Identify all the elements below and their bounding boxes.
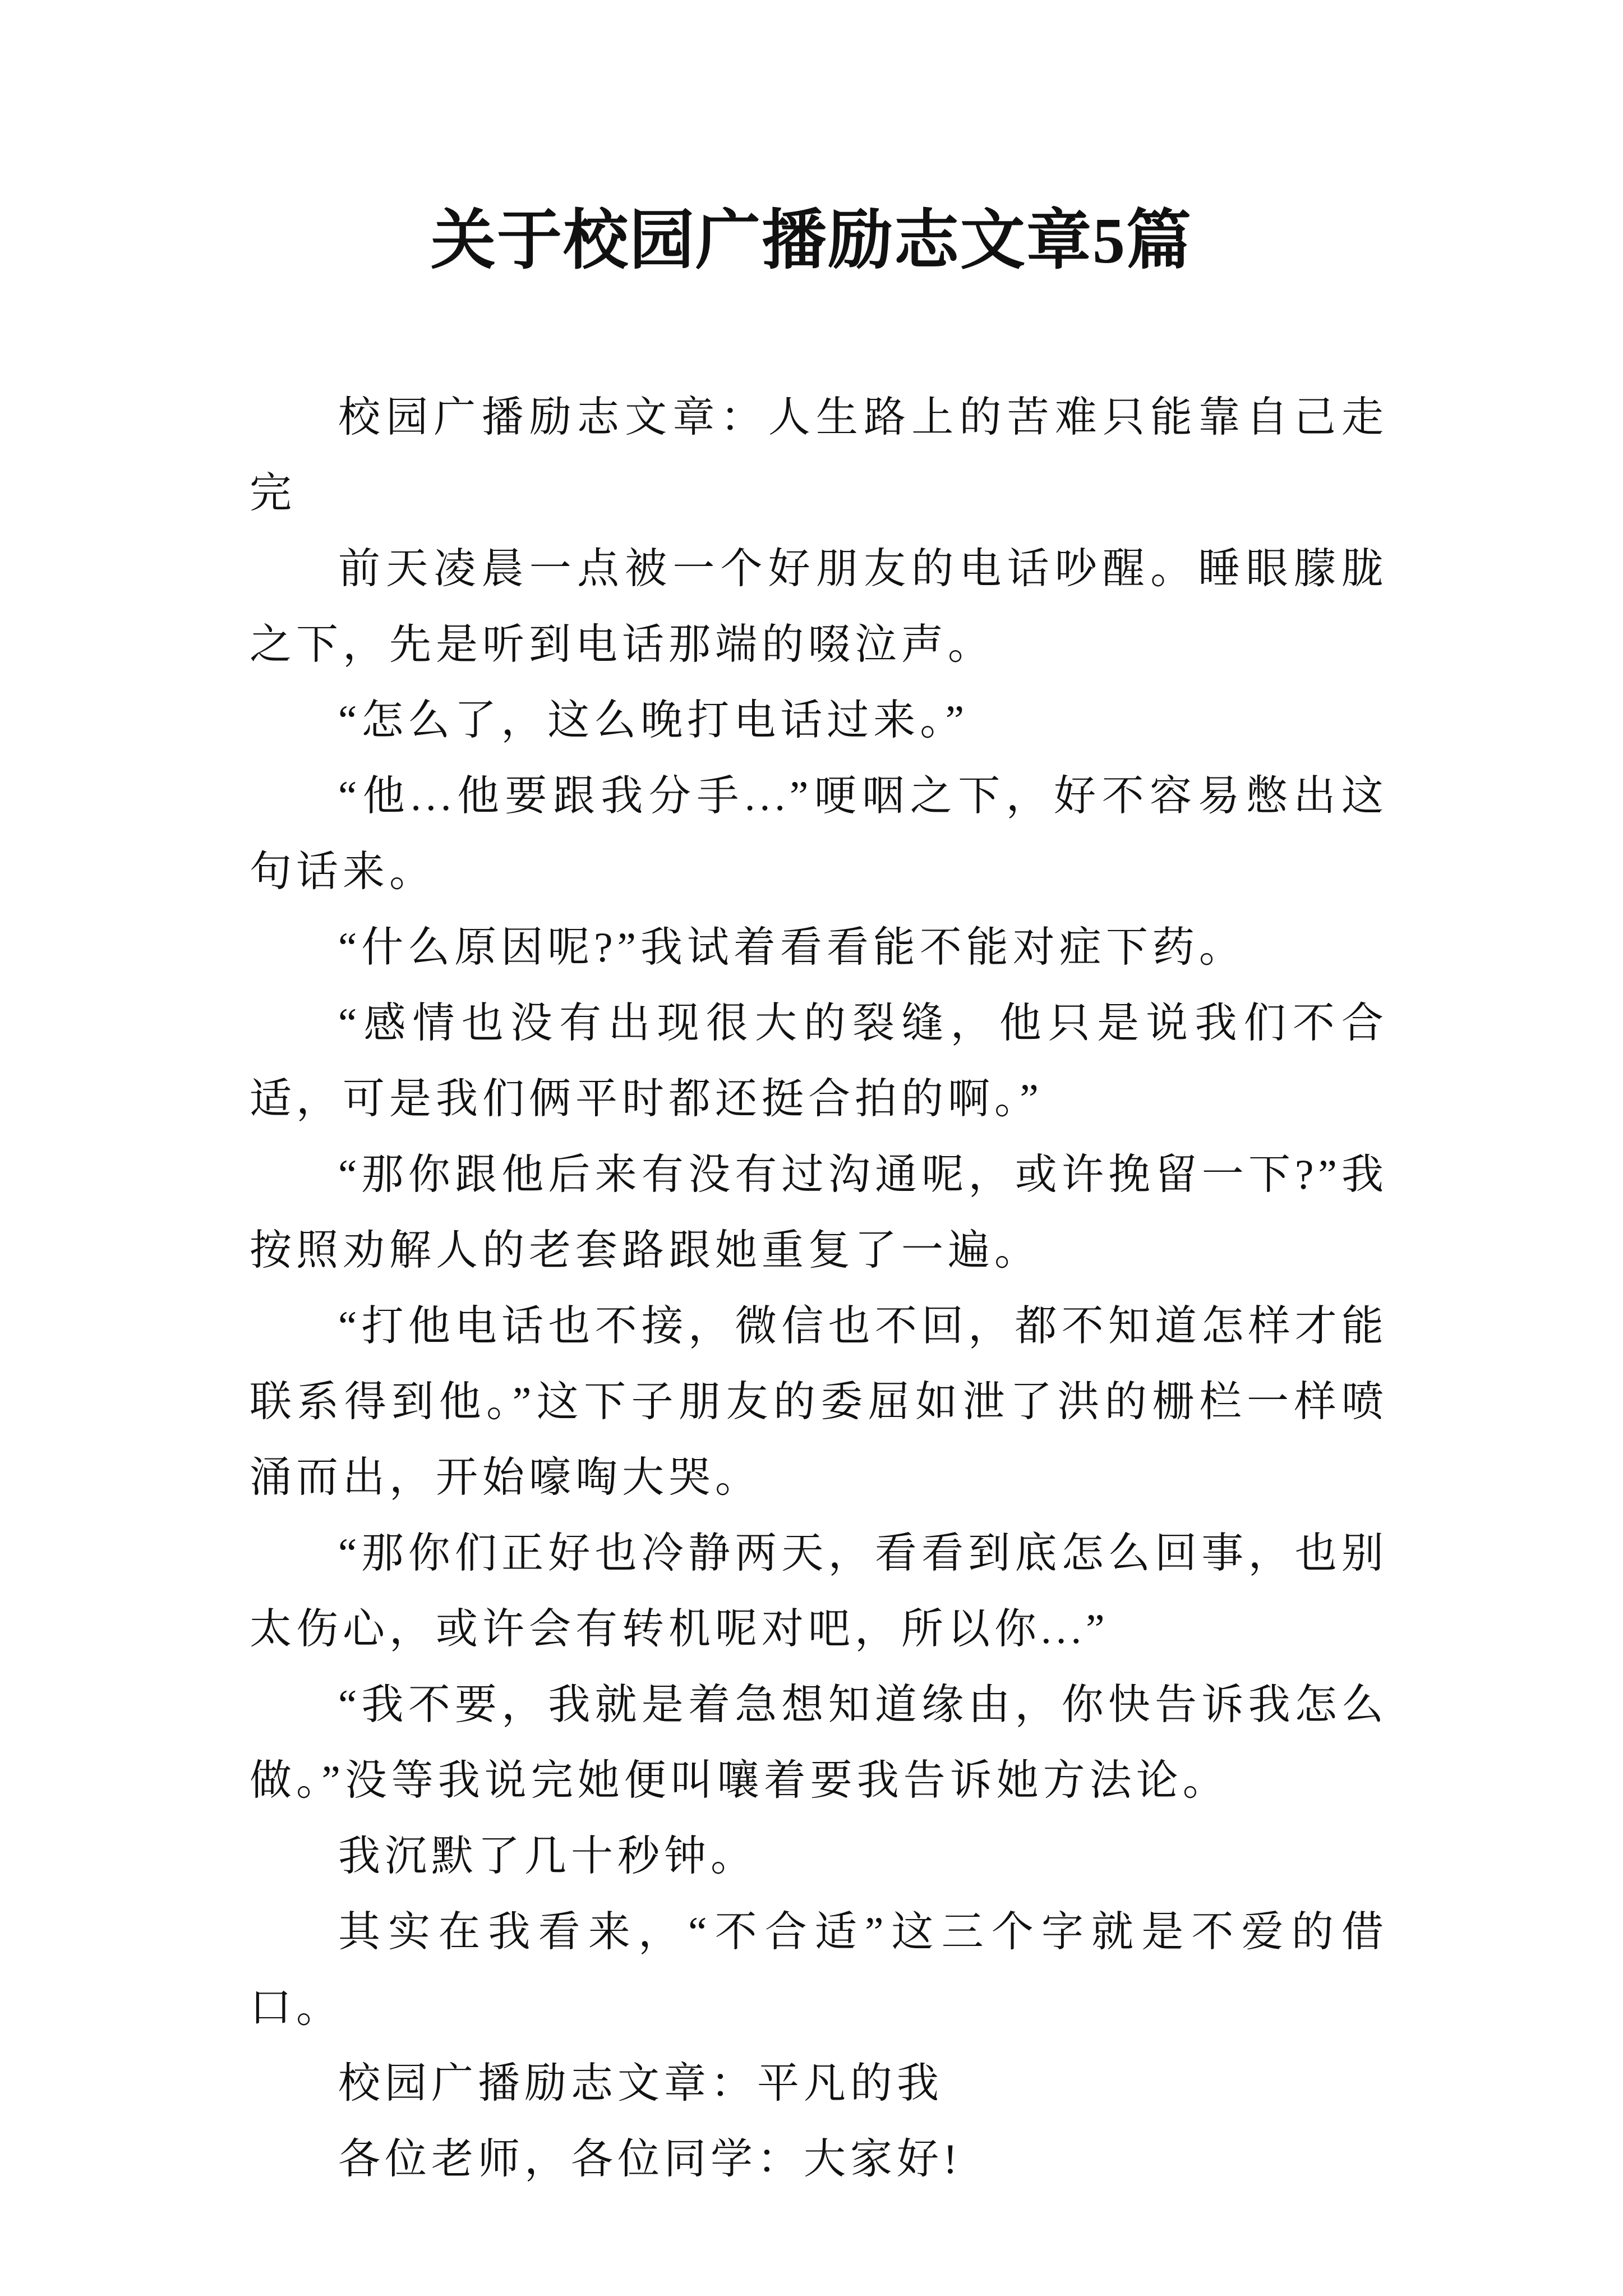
paragraph: 我沉默了几十秒钟。 xyxy=(338,1833,758,1880)
paragraph: 其实在我看来，“不合适”这三个字就是不爱的借口。 xyxy=(250,1909,1388,2031)
paragraph: “感情也没有出现很大的裂缝，他只是说我们不合适，可是我们俩平时都还挺合拍的啊。” xyxy=(250,1000,1388,1122)
paragraph: “怎么了，这么晚打电话过来。” xyxy=(338,697,969,744)
document-body xyxy=(250,380,1388,2197)
paragraph: “什么原因呢?”我试着看看能不能对症下药。 xyxy=(338,924,1246,971)
paragraph: “我不要，我就是着急想知道缘由，你快告诉我怎么做。”没等我说完她便叫嚷着要我告诉她方法论。 xyxy=(250,1682,1388,1804)
paragraph: “他...他要跟我分手...”哽咽之下，好不容易憋出这句话来。 xyxy=(250,773,1388,895)
paragraph: “打他电话也不接，微信也不回，都不知道怎样才能联系得到他。”这下子朋友的委屈如泄了洪的栅栏一样喷涌而出，开始嚎啕大哭。 xyxy=(250,1303,1388,1501)
paragraph: 校园广播励志文章：平凡的我 xyxy=(338,2060,944,2107)
paragraph: 校园广播励志文章：人生路上的苦难只能靠自己走完 xyxy=(250,394,1388,517)
document-title: 关于校园广播励志文章5篇 xyxy=(431,205,1192,277)
paragraph: “那你们正好也冷静两天，看看到底怎么回事，也别太伤心，或许会有转机呢对吧，所以你...” xyxy=(250,1530,1388,1653)
paragraph: 前天凌晨一点被一个好朋友的电话吵醒。睡眼朦胧之下，先是听到电话那端的啜泣声。 xyxy=(250,546,1388,668)
paragraph: “那你跟他后来有没有过沟通呢，或许挽留一下?”我按照劝解人的老套路跟她重复了一遍。 xyxy=(250,1152,1388,1274)
paragraph: 各位老师，各位同学：大家好! xyxy=(338,2136,962,2183)
